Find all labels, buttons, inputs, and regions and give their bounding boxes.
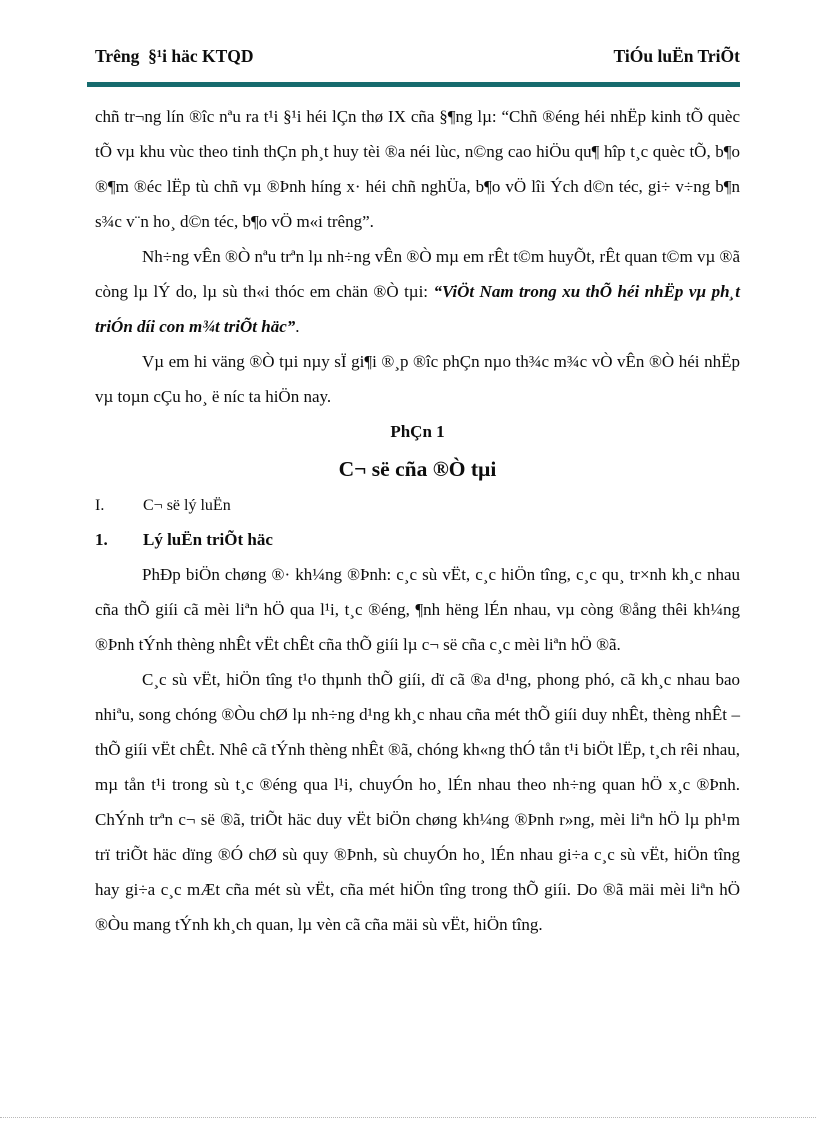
paragraph-dialectics: PhÐp biÖn chøng ®· kh¼ng ®Þnh: c¸c sù vËt, c¸c hiÖn tîng, c¸c qu¸ tr×nh kh¸c nhau cña thÕ giíi cã mèi liªn hÖ qua l¹i, t¸c ®éng, ¶nh hëng lÉn nhau, vµ còng ®ång thêi kh¼ng ®Þnh tÝnh thèng nhÊt vËt chÊt cña thÕ giíi lµ c¬ së cña c¸c mèi liªn hÖ ®ã.: [95, 565, 740, 654]
header-right-title: TiÓu luËn TriÕt: [613, 46, 740, 66]
outline-label: C¬ së lý luËn: [143, 497, 231, 514]
paragraph-hope: Vµ em hi väng ®Ò tµi nµy sÏ gi¶i ®¸p ®îc phÇn nµo th¾c m¾c vÒ vÊn ®Ò héi nhËp vµ toµn cÇu ho¸ ë níc ta hiÖn nay.: [95, 352, 740, 406]
paragraph-topic-intro: Nh÷ng vÊn ®Ò nªu trªn lµ nh÷ng vÊn ®Ò mµ em rÊt t©m huyÕt, rÊt quan t©m vµ ®ã còng lµ lÝ do, lµ sù th«i thóc em chän ®Ò tµi:: [95, 247, 740, 301]
paragraph-topic-tail: .: [295, 317, 300, 336]
outline-label: Lý luËn triÕt häc: [143, 530, 273, 549]
paragraph-material-unity: C¸c sù vËt, hiÖn tîng t¹o thµnh thÕ giíi, dï cã ®a d¹ng, phong phó, cã kh¸c nhau bao nhiªu, song chóng ®Òu chØ lµ nh÷ng d¹ng kh¸c nhau cña mét thÕ giíi duy nhÊt, thèng nhÊt – thÕ giíi vËt chÊt. Nhê cã tÝnh thèng nhÊt ®ã, chóng kh«ng thÓ tån t¹i biÖt lËp, t¸ch rêi nhau, mµ tån t¹i trong sù t¸c ®éng qua l¹i, chuyÓn ho¸ lÉn nhau theo nh÷ng quan hÖ x¸c ®Þnh. ChÝnh trªn c¬ së ®ã, triÕt häc duy vËt biÖn chøng kh¼ng ®Þnh r»ng, mèi liªn hÖ lµ ph¹m trï triÕt häc dïng ®Ó chØ sù quy ®Þnh, sù chuyÓn ho¸ lÉn nhau gi÷a c¸c sù vËt, hiÖn tîng hay gi÷a c¸c mÆt cña mét sù vËt, cña mét hiÖn tîng trong thÕ giíi. Do ®ã mäi mèi liªn hÖ ®Òu mang tÝnh kh¸ch quan, lµ vèn cã cña mäi sù vËt, hiÖn tîng.: [95, 670, 740, 934]
outline-number: I.: [95, 497, 105, 514]
part-heading: PhÇn 1: [390, 422, 445, 441]
outline-item-arabic: [95, 523, 740, 557]
outline-item-roman: [95, 489, 740, 523]
section-title: C¬ së cña ®Ò tµi: [338, 457, 497, 481]
paragraph-continuation: chñ tr¬ng lín ®îc nªu ra t¹i §¹i héi lÇn thø IX cña §¶ng lµ: “Chñ ®éng héi nhËp kinh tÕ quèc tÕ vµ khu vùc theo tinh thÇn ph¸t huy tèi ®a néi lùc, n©ng cao hiÖu qu¶ hîp t¸c quèc tÕ, b¶o ®¶m ®éc lËp tù chñ vµ ®Þnh híng x· héi chñ nghÜa, b¶o vÖ lîi Ých d©n téc, gi÷ v÷ng b¶n s¾c v¨n ho¸ d©n téc, b¶o vÖ m«i trêng”.: [95, 107, 740, 231]
page-header: [95, 0, 740, 67]
outline-number: 1.: [95, 530, 108, 549]
essay-title-quote: “ViÖt Nam trong xu thÕ héi nhËp vµ ph¸t triÓn díi con m¾t triÕt häc”: [95, 282, 740, 336]
paragraph-topic-choice: [95, 239, 740, 344]
document-body: [95, 99, 740, 942]
header-rule: [87, 82, 740, 87]
header-left-title: Trêng §¹i häc KTQD: [95, 46, 254, 66]
footer-dotted-line: [0, 1117, 816, 1118]
